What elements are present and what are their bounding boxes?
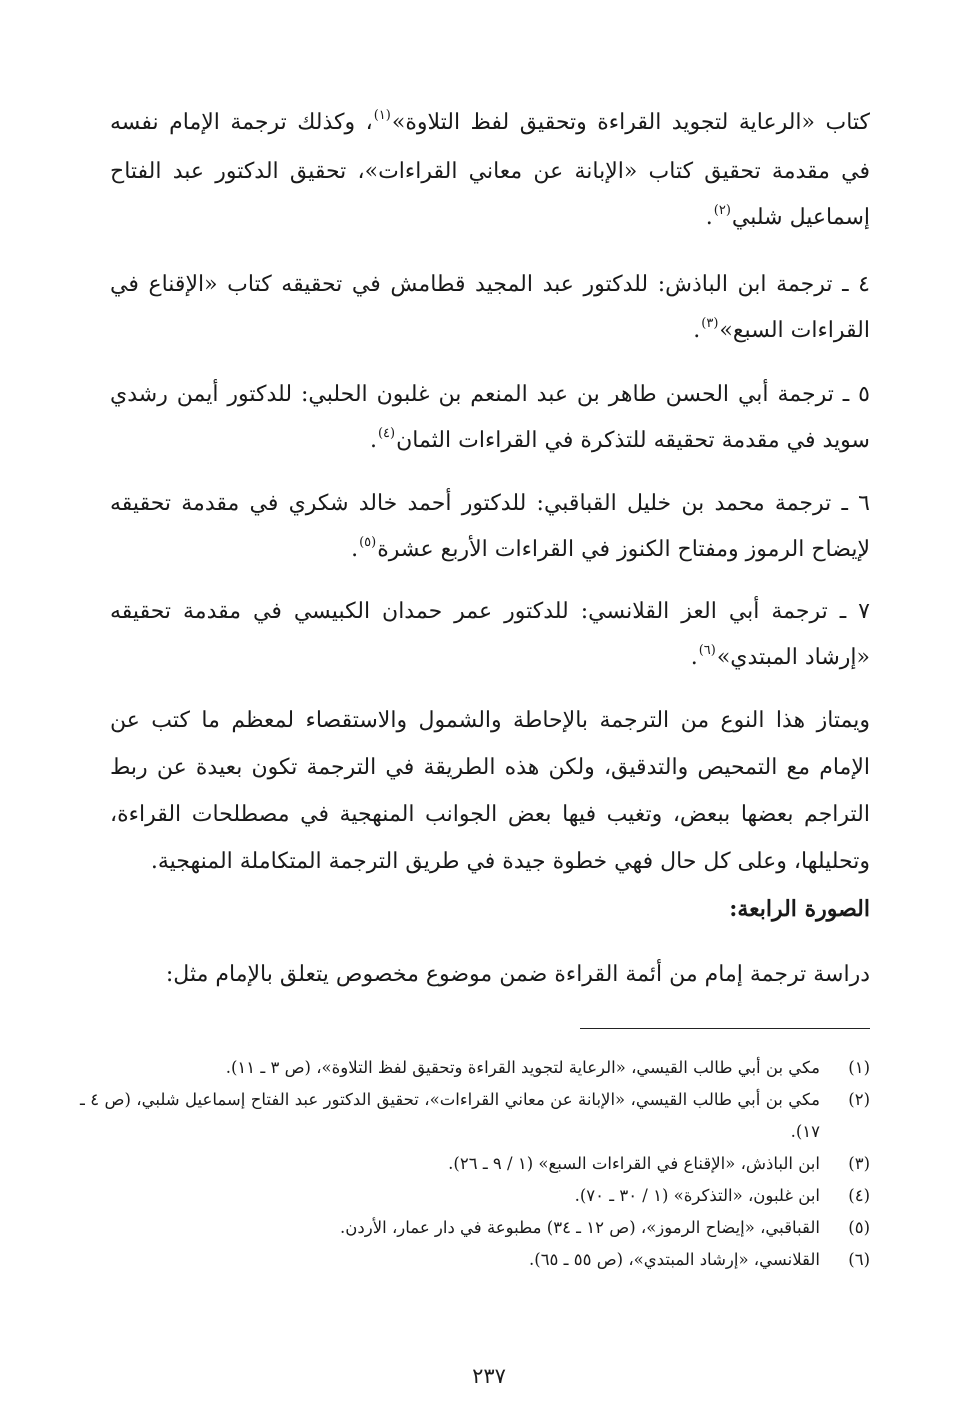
list-item-4	[110, 262, 870, 357]
footnote-separator	[580, 1028, 870, 1029]
list-item-end: .	[693, 318, 701, 343]
list-item-text: ٧ ـ ترجمة أبي العز القلانسي: للدكتور عمر حمدان الكبيسي في مقدمة تحقيقه «إرشاد المبتدي»	[110, 599, 870, 670]
footnote-text: القلانسي، «إرشاد المبتدي»، (ص ٥٥ ـ ٦٥).	[529, 1250, 820, 1269]
footnote-2	[80, 1084, 870, 1148]
footnote-text: مكي بن أبي طالب القيسي، «الرعاية لتجويد القراءة وتحقيق لفظ التلاوة»، (ص ٣ ـ ١١).	[225, 1058, 820, 1077]
list-item-text: ٤ ـ ترجمة ابن الباذش: للدكتور عبد المجيد قطامش في تحقيقه كتاب «الإقناع في القراءات السبع»	[110, 272, 870, 343]
footnote-ref: (٤)	[377, 426, 396, 441]
footnote-ref: (١)	[373, 108, 391, 123]
footnote-text: ابن غلبون، «التذكرة» (١ / ٣٠ ـ ٧٠).	[574, 1186, 820, 1205]
list-item-end: .	[369, 428, 377, 453]
footnote-number: (١)	[848, 1058, 870, 1077]
footnote-text: ابن الباذش، «الإقناع في القراءات السبع» (١ / ٩ ـ ٢٦).	[448, 1154, 820, 1173]
paragraph-continuation	[110, 100, 870, 244]
list-item-text: ٥ ـ ترجمة أبي الحسن طاهر بن عبد المنعم بن غلبون الحلبي: للدكتور أيمن رشدي سويد في مقدمة تحقيقه للتذكرة في القراءات الثمان	[110, 382, 870, 453]
summary-paragraph	[110, 697, 870, 885]
paragraph-end: .	[705, 205, 713, 230]
footnote-number: (٦)	[848, 1250, 870, 1269]
footnote-text: القباقبي، «إيضاح الرموز»، (ص ١٢ ـ ٣٤) مطبوعة في دار عمار، الأردن.	[340, 1218, 820, 1237]
footnote-number: (٤)	[848, 1186, 870, 1205]
footnote-ref: (٢)	[713, 203, 731, 218]
intro-text: دراسة ترجمة إمام من أئمة القراءة ضمن موضوع مخصوص يتعلق بالإمام مثل:	[165, 962, 870, 987]
list-item-end: .	[690, 645, 698, 670]
footnote-1	[80, 1052, 870, 1084]
list-item-text: ٦ ـ ترجمة محمد بن خليل القباقبي: للدكتور أحمد خالد شكري في مقدمة تحقيقه لإيضاح الرموز ومفتاح الكنوز في القراءات الأربع عشرة	[110, 491, 870, 562]
list-item-6	[110, 481, 870, 576]
paragraph-text: كتاب «الرعاية لتجويد القراءة وتحقيق لفظ التلاوة»	[391, 110, 871, 135]
footnote-5	[80, 1212, 870, 1244]
footnote-text: مكي بن أبي طالب القيسي، «الإبانة عن معاني القراءات»، تحقيق الدكتور عبد الفتاح إسماعيل شلبي، (ص ٤ ـ ١٧).	[80, 1090, 820, 1141]
footnote-number: (٥)	[848, 1218, 870, 1237]
list-item-end: .	[351, 537, 359, 562]
list-item-5	[110, 372, 870, 467]
footnotes	[80, 1052, 870, 1276]
section-heading: الصورة الرابعة:	[729, 896, 870, 922]
footnote-ref: (٣)	[701, 316, 719, 331]
footnote-4	[80, 1180, 870, 1212]
list-item-7	[110, 589, 870, 684]
footnote-ref: (٥)	[359, 535, 377, 550]
footnote-number: (٣)	[848, 1154, 870, 1173]
footnote-number: (٢)	[848, 1090, 870, 1109]
paragraph-text: ، وكذلك ترجمة الإمام نفسه في مقدمة تحقيق كتاب «الإبانة عن معاني القراءات»، تحقيق الدكتور عبد الفتاح إسماعيل شلبي	[110, 110, 870, 230]
footnote-6	[80, 1244, 870, 1276]
summary-text: ويمتاز هذا النوع من الترجمة بالإحاطة والشمول والاستقصاء لمعظم ما كتب عن الإمام مع التمحيص والتدقيق، ولكن هذه الطريقة في الترجمة تكون بعيدة عن ربط التراجم بعضها ببعض، وتغيب فيها بعض الجوانب المنهجية في مصطلحات القراءة، وتحليلها، وعلى كل حال فهي خطوة جيدة في طريق الترجمة المتكاملة المنهجية.	[110, 708, 870, 874]
intro-line	[110, 952, 870, 998]
footnote-3	[80, 1148, 870, 1180]
footnote-ref: (٦)	[698, 643, 716, 658]
page-number: ٢٣٧	[472, 1364, 506, 1388]
